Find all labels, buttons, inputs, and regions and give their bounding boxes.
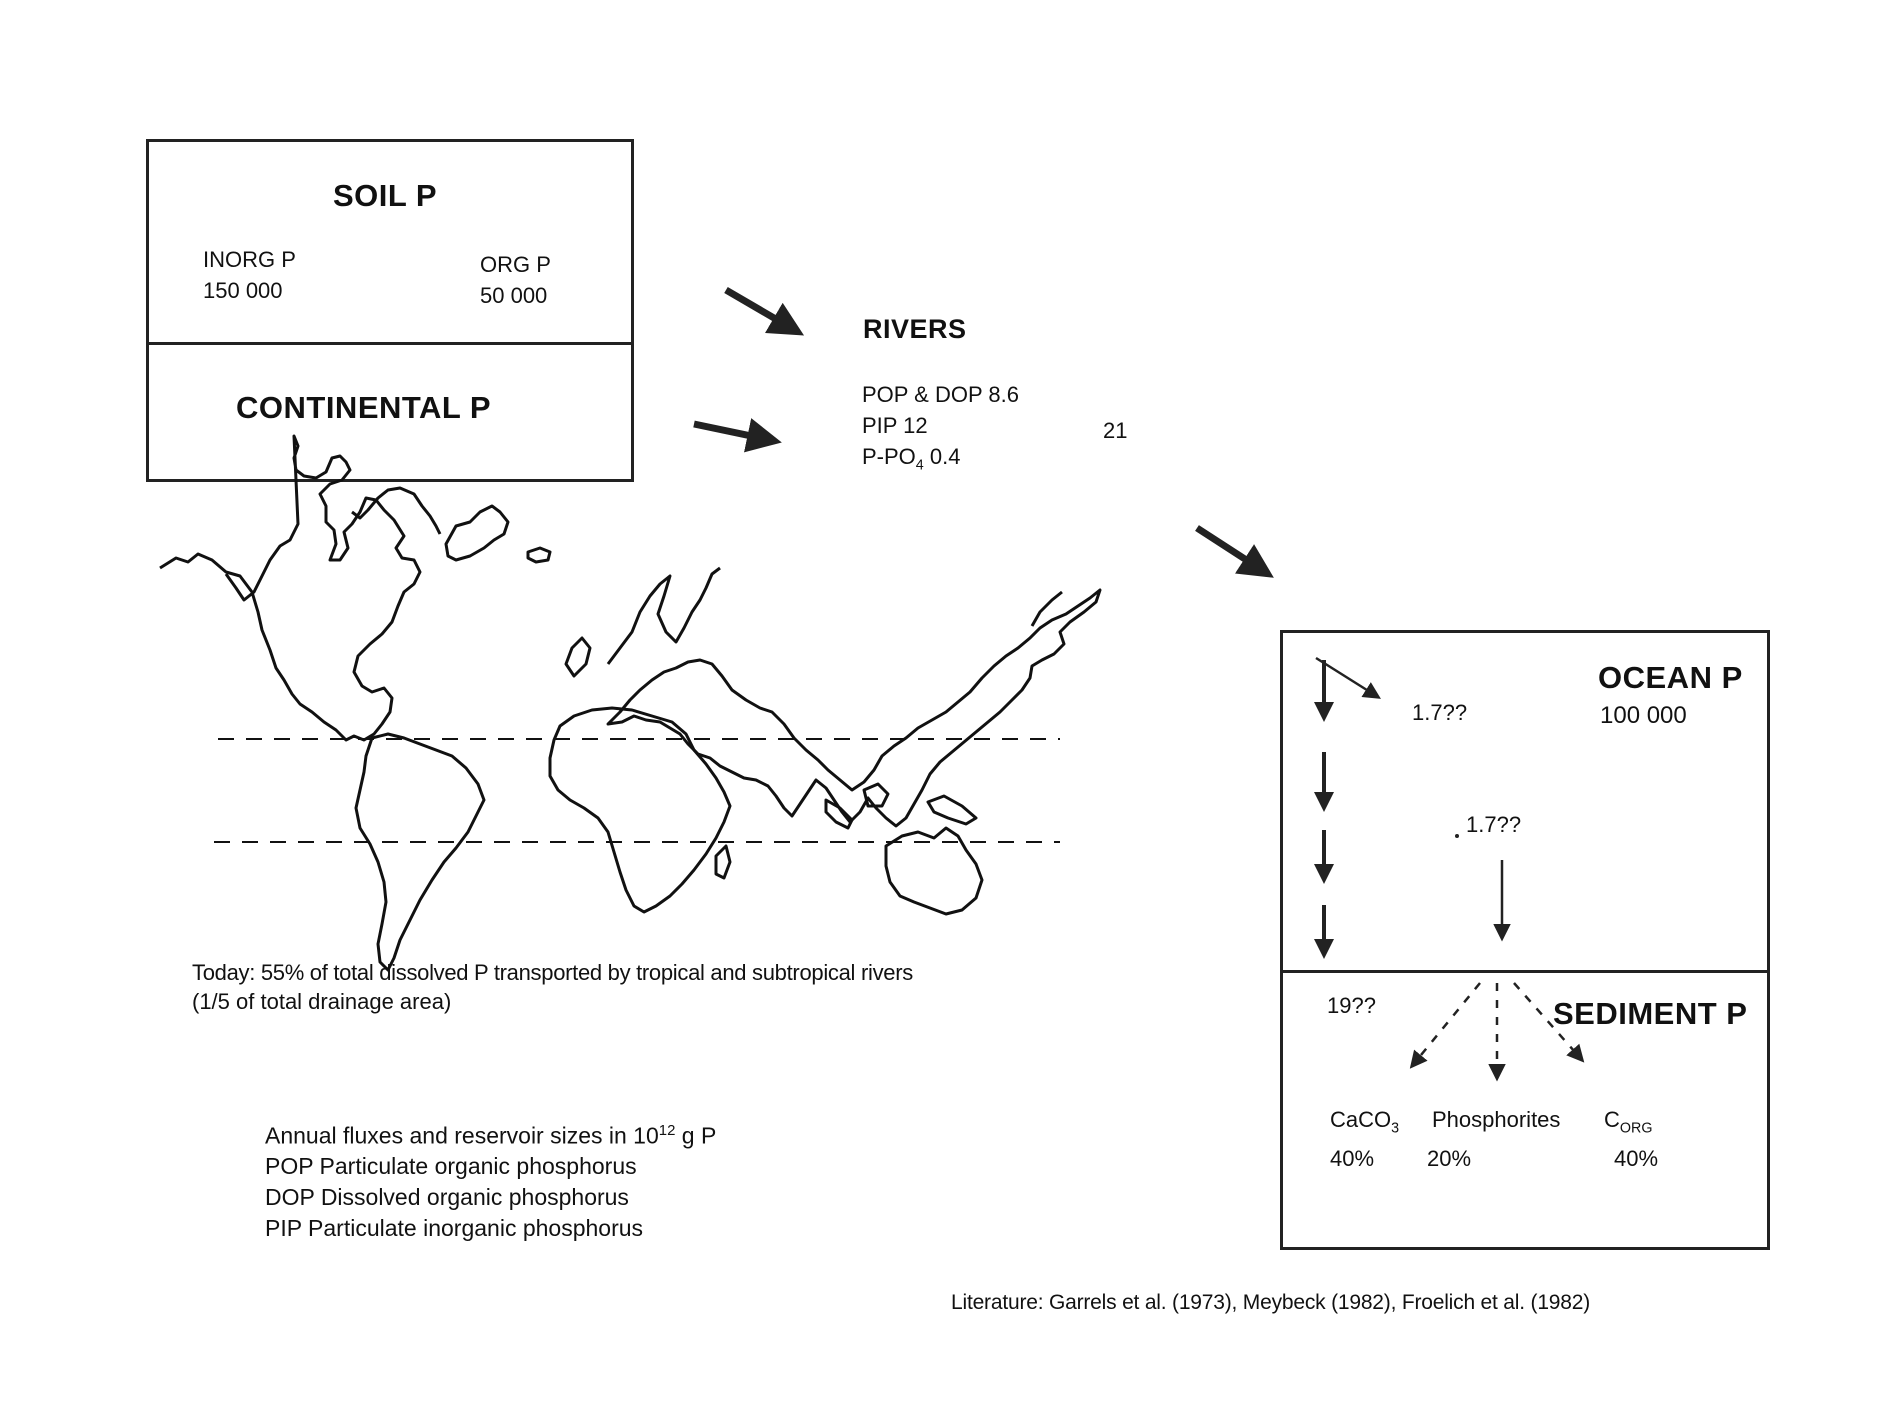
- ocean-flux-upper: 1.7??: [1412, 700, 1468, 725]
- rivers-total: 21: [1103, 418, 1128, 443]
- legend-line1-prefix: Annual fluxes and reservoir sizes in 10: [265, 1122, 659, 1149]
- sediment-caco3-pct: 40%: [1330, 1146, 1375, 1171]
- sediment-title: SEDIMENT P: [1553, 996, 1748, 1031]
- sediment-flux: 19??: [1327, 993, 1376, 1018]
- arctic-coast-outline: [352, 488, 440, 534]
- sediment-phosphorites-pct: 20%: [1427, 1146, 1472, 1171]
- corg-text: C: [1604, 1107, 1620, 1132]
- rivers-title: RIVERS: [863, 314, 967, 344]
- rivers-ppo4-prefix: P-PO: [862, 444, 916, 469]
- legend-line4: PIP Particulate inorganic phosphorus: [265, 1215, 644, 1241]
- madagascar-outline: [716, 846, 730, 878]
- rivers-ppo4-sub: 4: [915, 457, 924, 474]
- legend-line1-sup: 12: [658, 1122, 676, 1139]
- soil-inorg-label: INORG P: [203, 247, 296, 272]
- caco3-text: CaCO: [1330, 1107, 1392, 1132]
- soil-org-value: 50 000: [480, 283, 548, 308]
- corg-sub: ORG: [1619, 1120, 1653, 1137]
- map-caption-line2: (1/5 of total drainage area): [192, 989, 452, 1014]
- ocean-value: 100 000: [1600, 702, 1687, 729]
- south-america-outline: [356, 734, 484, 970]
- map-caption-line1: Today: 55% of total dissolved P transported by tropical and subtropical rivers: [192, 960, 913, 985]
- continental-title: CONTINENTAL P: [236, 390, 492, 425]
- ocean-title: OCEAN P: [1598, 660, 1743, 695]
- sediment-corg-pct: 40%: [1614, 1146, 1659, 1171]
- world-map-icon: [160, 436, 1100, 970]
- australia-outline: [886, 828, 982, 914]
- new-guinea-outline: [928, 796, 976, 824]
- ocean-mid-dot: [1455, 834, 1459, 838]
- sediment-phosphorites-label: Phosphorites: [1432, 1107, 1561, 1132]
- japan-outline: [1032, 592, 1062, 626]
- rivers-pip: PIP 12: [862, 413, 928, 438]
- borneo-outline: [864, 784, 888, 806]
- legend-line3: DOP Dissolved organic phosphorus: [265, 1184, 629, 1210]
- scandinavia-outline: [608, 568, 720, 664]
- arrow-icon-sediment-fan: [1412, 983, 1582, 1078]
- soil-title: SOIL P: [333, 178, 438, 213]
- arctic-island-outline: [528, 548, 550, 562]
- sumatra-outline: [826, 800, 852, 828]
- arrow-icon-soil-to-rivers: [726, 290, 798, 332]
- arrow-icon-rivers-to-ocean: [1197, 528, 1268, 574]
- rivers-pop-dop: POP & DOP 8.6: [862, 382, 1019, 407]
- caco3-sub: 3: [1391, 1120, 1400, 1137]
- british-isles-outline: [566, 638, 590, 676]
- legend-line1-suffix: g P: [675, 1122, 717, 1149]
- rivers-ppo4-value: 0.4: [929, 444, 961, 469]
- soil-org-label: ORG P: [480, 252, 551, 277]
- legend-line2: POP Particulate organic phosphorus: [265, 1153, 637, 1179]
- arrow-icon-continental-to-rivers: [694, 424, 775, 441]
- ocean-flux-mid: 1.7??: [1466, 812, 1522, 837]
- eurasia-outline: [608, 590, 1100, 826]
- north-america-outline: [160, 436, 420, 740]
- literature-reference: Literature: Garrels et al. (1973), Meybeck (1982), Froelich et al. (1982): [951, 1291, 1591, 1314]
- soil-inorg-value: 150 000: [203, 278, 283, 303]
- greenland-outline: [446, 506, 508, 560]
